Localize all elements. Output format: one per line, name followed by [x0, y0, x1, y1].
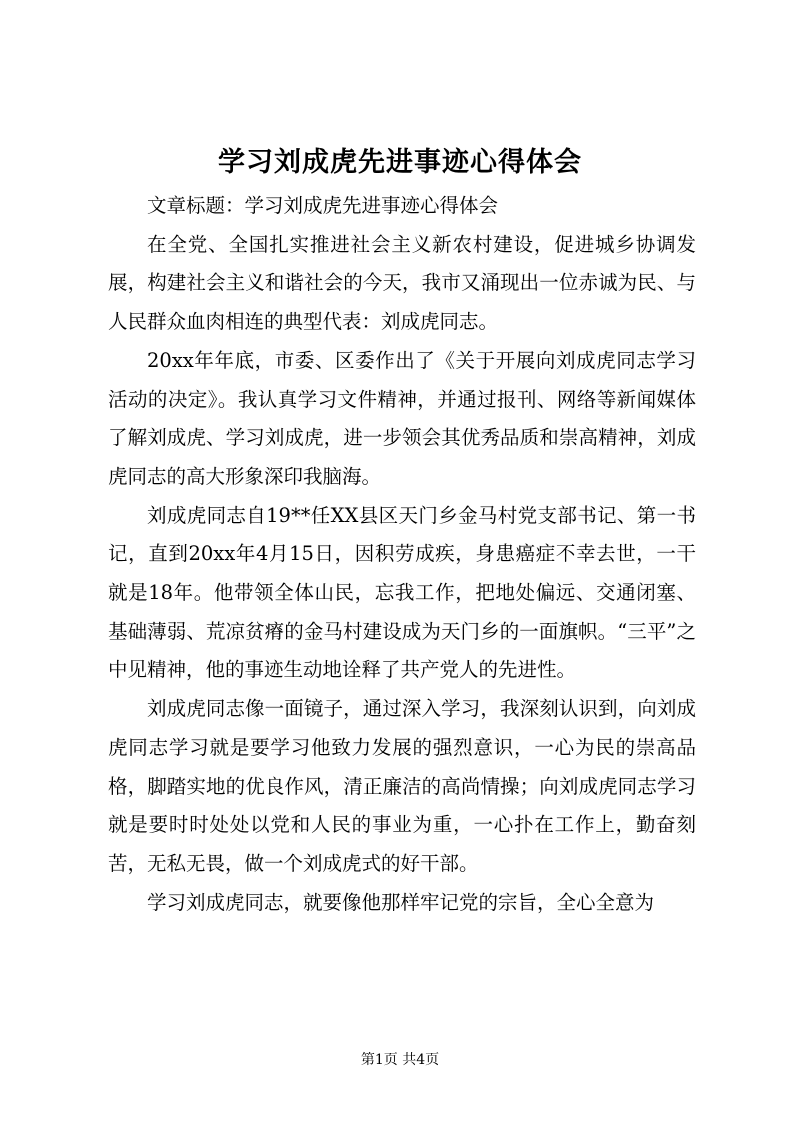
document-title: 学习刘成虎先进事迹心得体会	[218, 147, 582, 178]
paragraph-continuation: 学习刘成虎同志，就要像他那样牢记党的宗旨，全心全意为	[147, 890, 655, 914]
document-body	[108, 187, 696, 922]
paragraph-decision: 20xx年年底，市委、区委作出了《关于开展向刘成虎同志学习活动的决定》。我认真学习文件精神，并通过报刊、网络等新闻媒体了解刘成虎、学习刘成虎，进一步领会其优秀品质和崇高精神，刘成虎同志的高大形象深印我脑海。	[108, 348, 696, 488]
paragraph-lessons: 刘成虎同志像一面镜子，通过深入学习，我深刻认识到，向刘成虎同志学习就是要学习他致力发展的强烈意识，一心为民的崇高品格，脚踏实地的优良作风，清正廉洁的高尚情操；向刘成虎同志学习就是要时时处处以党和人民的事业为重，一心扑在工作上，勤奋刻苦，无私无畏，做一个刘成虎式的好干部。	[108, 697, 696, 875]
page-number-label: 第1页 共4页	[360, 1052, 440, 1068]
page-footer	[0, 1050, 800, 1070]
paragraph-intro: 在全党、全国扎实推进社会主义新农村建设，促进城乡协调发展，构建社会主义和谐社会的今天，我市又涌现出一位赤诚为民、与人民群众血肉相连的典型代表：刘成虎同志。	[108, 232, 696, 334]
paragraph-biography: 刘成虎同志自19**任XX县区天门乡金马村党支部书记、第一书记，直到20xx年4月15日，因积劳成疾，身患癌症不幸去世，一干就是18年。他带领全体山民，忘我工作，把地处偏远、交通闭塞、基础薄弱、荒凉贫瘠的金马村建设成为天门乡的一面旗帜。“三平”之中见精神，他的事迹生动地诠释了共产党人的先进性。	[108, 503, 696, 682]
article-title-line: 文章标题：学习刘成虎先进事迹心得体会	[147, 194, 499, 217]
